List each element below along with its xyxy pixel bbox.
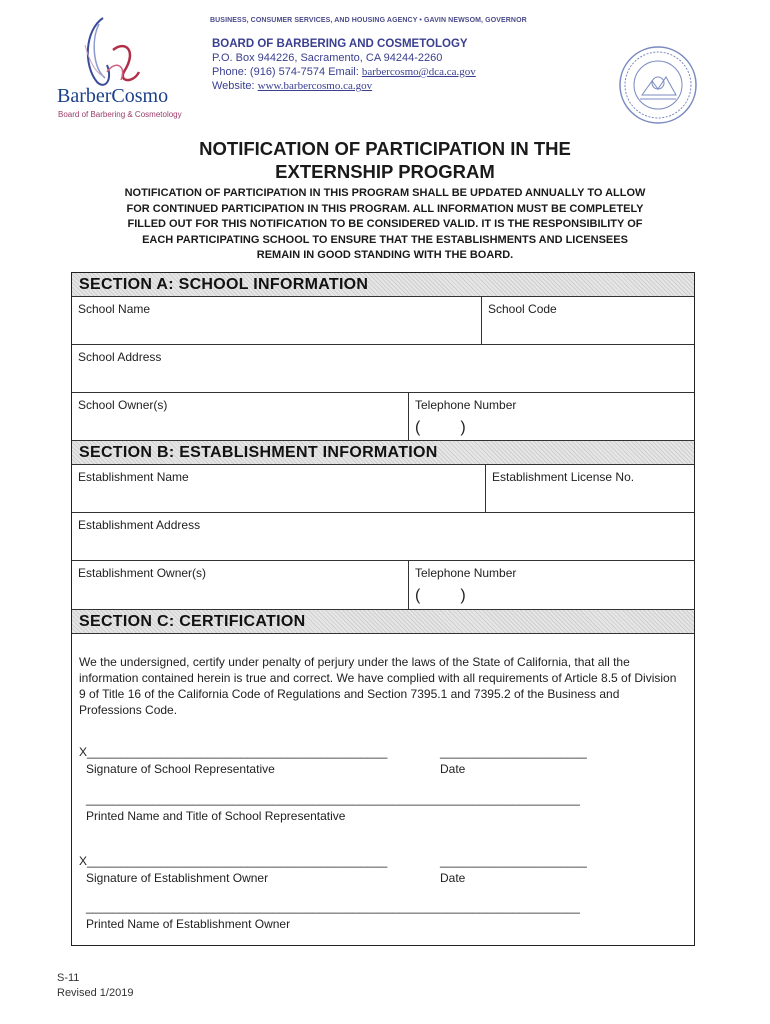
establishment-signature-caption: Signature of Establishment Owner: [86, 871, 269, 885]
notice-line: FILLED OUT FOR THIS NOTIFICATION TO BE CONSIDERED VALID. IT IS THE RESPONSIBILITY OF: [127, 218, 643, 230]
form-number: S-11: [57, 972, 80, 984]
school-telephone-field[interactable]: [408, 393, 694, 440]
section-c-title: SECTION C: CERTIFICATION: [79, 613, 306, 630]
school-address-label: School Address: [78, 350, 162, 364]
section-b-header: [72, 441, 694, 465]
school-name-row: [72, 297, 694, 345]
school-telephone-label: Telephone Number: [415, 398, 517, 412]
establishment-name-label: Establishment Name: [78, 470, 189, 484]
notice-line: NOTIFICATION OF PARTICIPATION IN THIS PROGRAM SHALL BE UPDATED ANNUALLY TO ALLOW: [124, 187, 646, 199]
school-date-line[interactable]: ______________________: [440, 745, 587, 759]
section-b-title: SECTION B: ESTABLISHMENT INFORMATION: [79, 444, 438, 461]
school-signature-caption: Signature of School Representative: [86, 762, 275, 776]
notice-line: EACH PARTICIPATING SCHOOL TO ENSURE THAT THE ESTABLISHMENTS AND LICENSEES: [142, 233, 628, 246]
school-area-code: ( ): [415, 419, 466, 436]
agency-line: BUSINESS, CONSUMER SERVICES, AND HOUSING AGENCY • GAVIN NEWSOM, GOVERNOR: [210, 17, 527, 24]
website-label: Website:: [212, 80, 258, 92]
phone-label: Phone: (916) 574-7574 Email:: [212, 66, 362, 78]
establishment-license-field[interactable]: [485, 465, 694, 512]
board-address: P.O. Box 944226, Sacramento, CA 94244-2260: [212, 52, 443, 64]
revision-date: Revised 1/2019: [57, 987, 134, 999]
establishment-name-field[interactable]: [72, 465, 485, 512]
state-seal-icon: [618, 45, 698, 125]
school-date-caption: Date: [440, 762, 466, 776]
establishment-telephone-field[interactable]: [408, 561, 694, 609]
establishment-owner-field[interactable]: [72, 561, 408, 609]
school-address-field[interactable]: [72, 345, 694, 392]
establishment-telephone-label: Telephone Number: [415, 566, 517, 580]
school-signature-line[interactable]: X_____________________________________________: [79, 745, 388, 759]
form-title-line1: NOTIFICATION OF PARTICIPATION IN THE: [199, 138, 571, 159]
board-name: BOARD OF BARBERING AND COSMETOLOGY: [212, 38, 468, 50]
establishment-owner-label: Establishment Owner(s): [78, 566, 207, 580]
establishment-address-label: Establishment Address: [78, 518, 201, 532]
form-title-line2: EXTERNSHIP PROGRAM: [275, 161, 495, 182]
establishment-date-line[interactable]: ______________________: [440, 854, 587, 868]
website-link[interactable]: www.barbercosmo.ca.gov: [257, 80, 373, 92]
email-link[interactable]: barbercosmo@dca.ca.gov: [361, 66, 476, 78]
establishment-signature-line[interactable]: X_____________________________________________: [79, 854, 388, 868]
board-contact: [212, 66, 476, 78]
establishment-name-row: [72, 465, 694, 513]
establishment-address-field[interactable]: [72, 513, 694, 560]
school-printed-name-line[interactable]: __________________________________________________________________________: [86, 792, 580, 806]
establishment-date-caption: Date: [440, 871, 466, 885]
establishment-license-label: Establishment License No.: [492, 470, 635, 484]
notice-line: FOR CONTINUED PARTICIPATION IN THIS PROGRAM. ALL INFORMATION MUST BE COMPLETELY: [126, 202, 644, 215]
school-printed-name-caption: Printed Name and Title of School Representative: [86, 809, 346, 823]
school-owner-row: [72, 393, 694, 441]
establishment-printed-name-caption: Printed Name of Establishment Owner: [86, 917, 291, 931]
section-c-header: [72, 610, 694, 634]
certification-statement: We the undersigned, certify under penalty of perjury under the laws of the State of California, that all the information contained herein is true and correct. We have complied with all requirements of Article 8.5 of Division 9 of Title 16 of the California Code of Regulations and Section 7395.1 and 7395.2 of the Business and Professions Code.: [79, 655, 677, 717]
logo-subtext: Board of Barbering & Cosmetology: [58, 110, 182, 119]
logo-wordmark: BarberCosmo: [57, 85, 169, 107]
school-name-label: School Name: [78, 302, 151, 316]
establishment-area-code: ( ): [415, 587, 466, 604]
school-code-field[interactable]: [481, 297, 694, 344]
school-owner-label: School Owner(s): [78, 398, 168, 412]
school-address-row: [72, 345, 694, 393]
notice-line: REMAIN IN GOOD STANDING WITH THE BOARD.: [256, 249, 514, 261]
school-name-field[interactable]: [72, 297, 481, 344]
form-box: [71, 272, 695, 946]
section-a-header: [72, 273, 694, 297]
establishment-address-row: [72, 513, 694, 561]
establishment-printed-name-line[interactable]: __________________________________________________________________________: [86, 900, 580, 914]
board-website: [212, 80, 372, 92]
establishment-owner-row: [72, 561, 694, 610]
school-code-label: School Code: [488, 302, 557, 316]
participation-notice: [70, 186, 700, 264]
school-owner-field[interactable]: [72, 393, 408, 440]
section-a-title: SECTION A: SCHOOL INFORMATION: [79, 276, 369, 293]
